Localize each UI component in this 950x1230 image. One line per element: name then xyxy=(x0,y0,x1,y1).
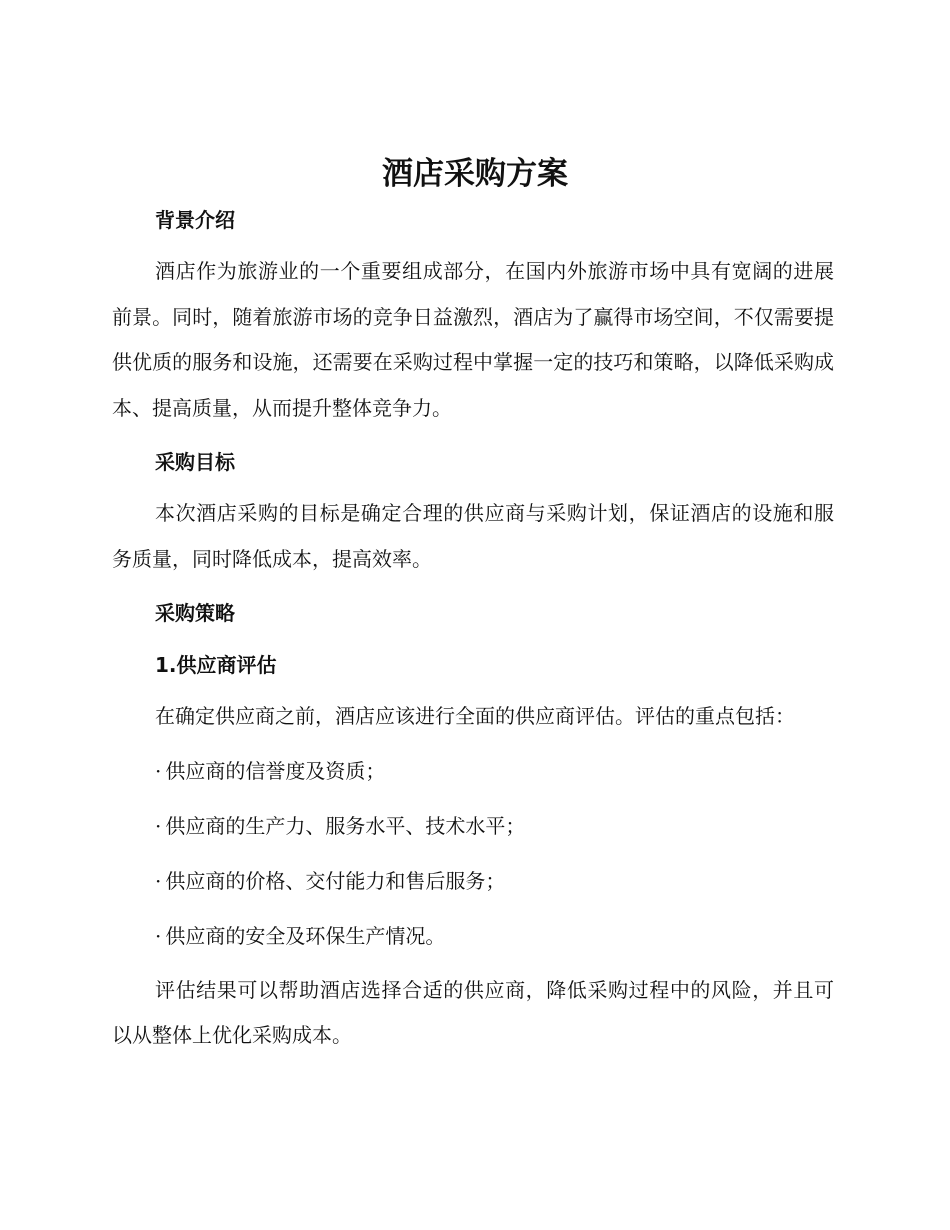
background-paragraph: 酒店作为旅游业的一个重要组成部分，在国内外旅游市场中具有宽阔的进展前景。同时，随着旅游市场的竞争日益激烈，酒店为了赢得市场空间，不仅需要提供优质的服务和设施，还需要在采购过程中掌握一定的技巧和策略，以降低采购成本、提高质量，从而提升整体竞争力。 xyxy=(112,259,834,420)
list-item-text: 供应商的信誉度及资质； xyxy=(165,758,386,783)
list-item xyxy=(112,748,834,794)
supplier-evaluation-intro: 在确定供应商之前，酒店应该进行全面的供应商评估。评估的重点包括： xyxy=(155,704,795,728)
bullet-dot-icon: · xyxy=(155,813,162,838)
list-item xyxy=(112,803,834,849)
section-heading-goal: 采购目标 xyxy=(155,450,235,474)
bullet-dot-icon: · xyxy=(155,923,162,948)
section-heading-strategy: 采购策略 xyxy=(155,601,235,625)
list-item xyxy=(112,913,834,959)
subsection-heading-supplier-evaluation: 1.供应商评估 xyxy=(155,653,277,677)
document-body xyxy=(112,197,834,1067)
list-item-text: 供应商的价格、交付能力和售后服务； xyxy=(165,868,506,893)
supplier-evaluation-conclusion: 评估结果可以帮助酒店选择合适的供应商，降低采购过程中的风险，并且可以从整体上优化采购成本。 xyxy=(112,977,834,1047)
bullet-dot-icon: · xyxy=(155,868,162,893)
list-item-text: 供应商的安全及环保生产情况。 xyxy=(165,923,446,948)
document-title: 酒店采购方案 xyxy=(382,156,568,192)
list-item-text: 供应商的生产力、服务水平、技术水平； xyxy=(165,813,526,838)
list-item xyxy=(112,858,834,904)
bullet-dot-icon: · xyxy=(155,758,162,783)
section-heading-background: 背景介绍 xyxy=(155,208,235,232)
goal-paragraph: 本次酒店采购的目标是确定合理的供应商与采购计划，保证酒店的设施和服务质量，同时降低成本，提高效率。 xyxy=(112,501,834,571)
